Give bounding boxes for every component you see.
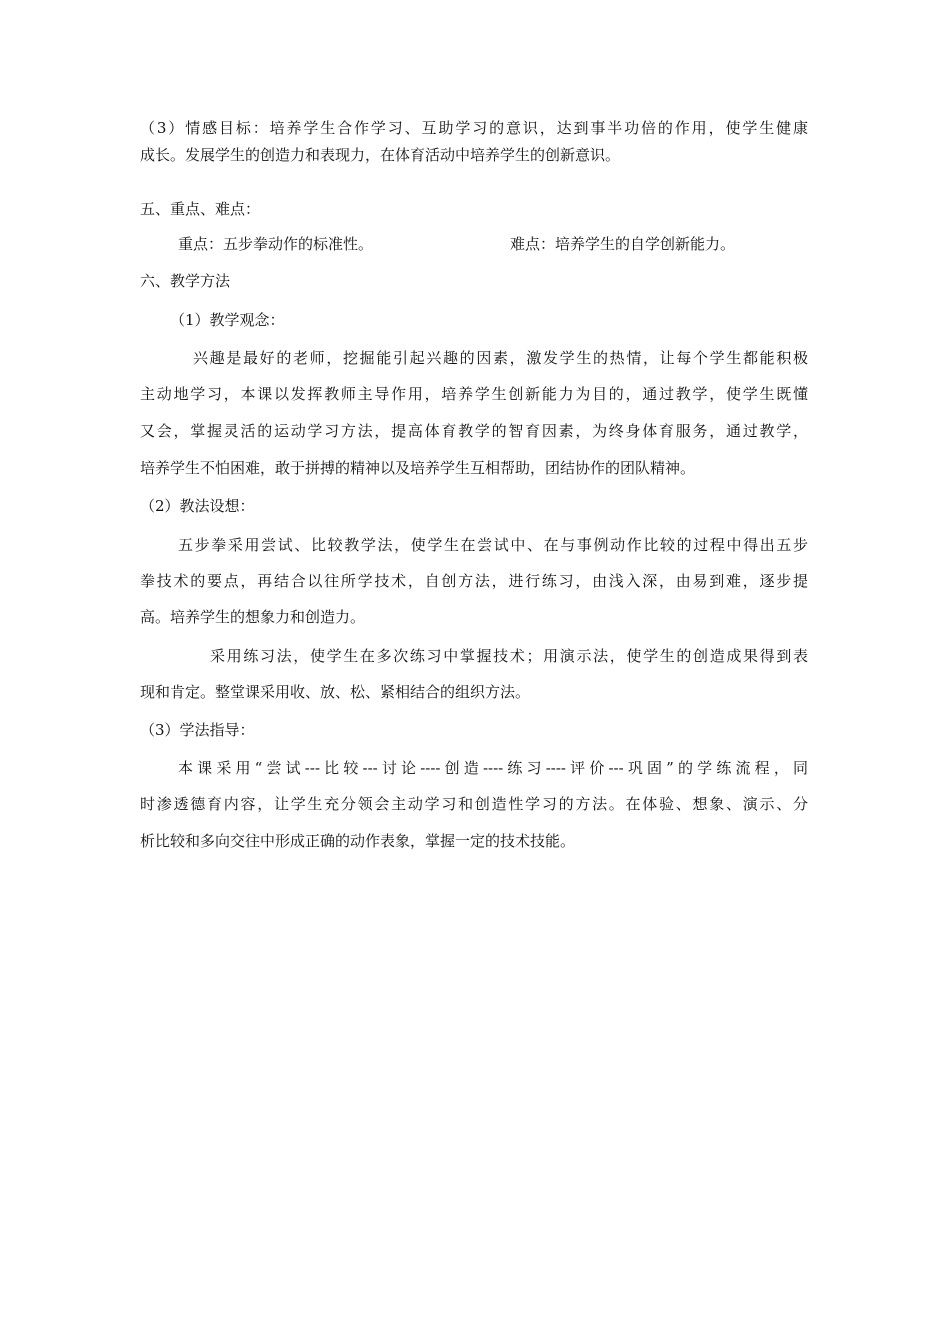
teaching-concept-line-3: 又会，掌握灵活的运动学习方法，提高体育教学的智育因素，为终身体育服务，通过教学， [140, 422, 808, 440]
teaching-method-line-4: 采用练习法，使学生在多次练习中掌握技术；用演示法，使学生的创造成果得到表 [210, 647, 808, 665]
teaching-method-line-3: 高。培养学生的想象力和创造力。 [140, 608, 366, 626]
teaching-concept-line-1: 兴趣是最好的老师，挖掘能引起兴趣的因素，激发学生的热情，让每个学生都能积极 [193, 349, 808, 367]
learning-guidance-line-3: 析比较和多向交往中形成正确的动作表象，掌握一定的技术技能。 [140, 832, 576, 850]
teaching-concept-line-4: 培养学生不怕困难，敢于拼搏的精神以及培养学生互相帮助，团结协作的团队精神。 [140, 459, 696, 477]
section-5-heading: 五、重点、难点： [140, 200, 261, 218]
teaching-method-line-5: 现和肯定。整堂课采用收、放、松、紧相结合的组织方法。 [140, 683, 531, 701]
teaching-concept-line-2: 主动地学习，本课以发挥教师主导作用，培养学生创新能力为目的，通过教学，使学生既懂 [140, 385, 808, 403]
teaching-method-line-2: 拳技术的要点，再结合以往所学技术，自创方法，进行练习，由浅入深，由易到难，逐步提 [140, 572, 808, 590]
section-6-heading: 六、教学方法 [140, 272, 231, 290]
learning-guidance-heading: （3）学法指导： [140, 721, 255, 739]
teaching-concept-heading: （1）教学观念： [170, 311, 285, 329]
teaching-method-heading: （2）教法设想： [140, 497, 255, 515]
emotion-goal-line-1: （3）情感目标：培养学生合作学习、互助学习的意识，达到事半功倍的作用，使学生健康 [140, 119, 808, 137]
learning-guidance-line-1: 本课采用“尝试---比较---讨论----创造----练习----评价---巩固”的学练流程，同 [178, 759, 808, 777]
key-point: 重点：五步拳动作的标准性。 [178, 235, 374, 253]
difficulty-point: 难点：培养学生的自学创新能力。 [510, 235, 736, 253]
teaching-method-line-1: 五步拳采用尝试、比较教学法，使学生在尝试中、在与事例动作比较的过程中得出五步 [178, 536, 808, 554]
learning-guidance-line-2: 时渗透德育内容，让学生充分领会主动学习和创造性学习的方法。在体验、想象、演示、分 [140, 795, 808, 813]
emotion-goal-line-2: 成长。发展学生的创造力和表现力，在体育活动中培养学生的创新意识。 [140, 146, 621, 164]
